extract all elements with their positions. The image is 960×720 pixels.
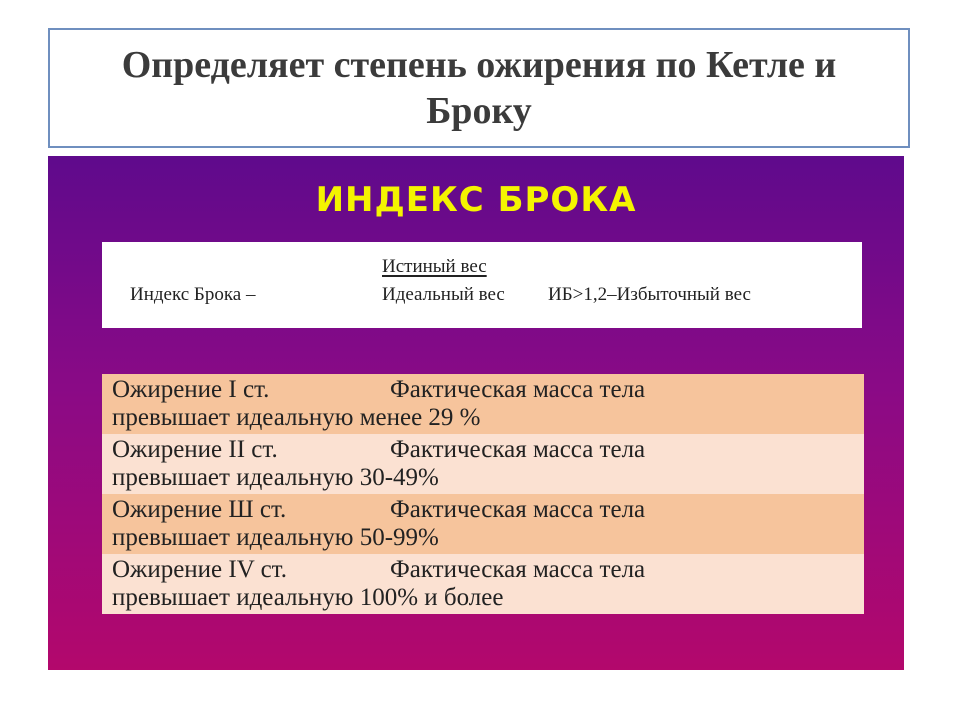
stage-name: Ожирение Ш ст. (112, 496, 287, 523)
formula-box (102, 242, 862, 328)
stage-detail: превышает идеальную 100% и более (112, 584, 504, 611)
slide-title: Определяет степень ожирения по Кетле и Броку (121, 44, 837, 132)
stage-name: Ожирение I ст. (112, 376, 270, 403)
slide-title-box (48, 28, 910, 148)
stage-name: Ожирение II ст. (112, 436, 278, 463)
stage-detail: превышает идеальную 50-99% (112, 524, 439, 551)
panel-heading: ИНДЕКС БРОКА (315, 180, 637, 220)
stage-row-2 (102, 434, 864, 494)
stage-desc: Фактическая масса тела (390, 376, 646, 403)
obesity-stages-table (102, 374, 864, 614)
stage-desc: Фактическая масса тела (390, 496, 646, 523)
formula-numerator: Истиный вес (382, 256, 487, 277)
stage-row-1 (102, 374, 864, 434)
stage-detail: превышает идеальную 30-49% (112, 464, 439, 491)
broca-index-panel (48, 156, 904, 670)
stage-name: Ожирение IV ст. (112, 556, 287, 583)
formula-denominator: Идеальный вес (382, 284, 505, 305)
stage-desc: Фактическая масса тела (390, 436, 646, 463)
stage-row-3 (102, 494, 864, 554)
stage-detail: превышает идеальную менее 29 % (112, 404, 481, 431)
formula-label: Индекс Брока – (130, 284, 256, 305)
formula-threshold: ИБ>1,2–Избыточный вес (548, 284, 751, 305)
stage-desc: Фактическая масса тела (390, 556, 646, 583)
stage-row-4 (102, 554, 864, 614)
